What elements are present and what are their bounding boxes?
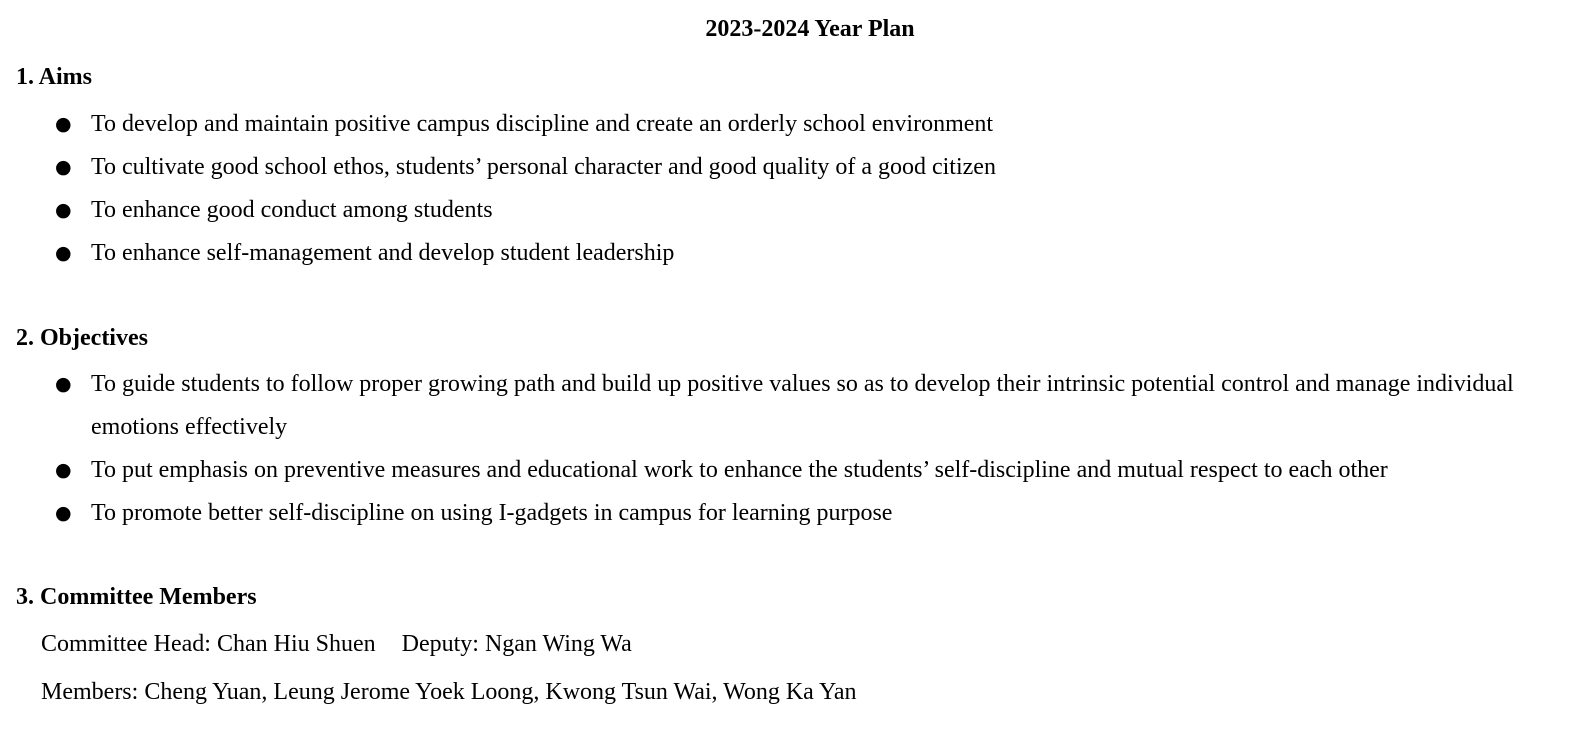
- bullet-icon: ●: [55, 199, 72, 221]
- document-title: 2023-2024 Year Plan: [705, 16, 915, 42]
- committee-leaders: [41, 629, 632, 659]
- bullet-icon: ●: [55, 373, 72, 395]
- committee-head: Committee Head: Chan Hiu Shuen: [41, 631, 376, 657]
- aims-list: [0, 103, 1588, 275]
- list-item: [0, 232, 1588, 275]
- aims-heading: 1. Aims: [16, 64, 93, 90]
- objectives-list: [0, 363, 1588, 535]
- bullet-icon: ●: [55, 502, 72, 524]
- objective-text: To guide students to follow proper growing path and build up positive values so as to develop their intrinsic potential control and manage individual emotions effectively: [91, 371, 1514, 440]
- list-item: [0, 103, 1588, 146]
- aim-text: To enhance self-management and develop student leadership: [91, 240, 675, 266]
- bullet-icon: ●: [55, 113, 72, 135]
- bullet-icon: ●: [55, 459, 72, 481]
- committee-heading: 3. Committee Members: [16, 584, 257, 610]
- bullet-icon: ●: [55, 242, 72, 264]
- objective-text: To promote better self-discipline on using I-gadgets in campus for learning purpose: [91, 500, 893, 526]
- committee-deputy: Deputy: Ngan Wing Wa: [401, 631, 632, 657]
- list-item: [0, 363, 1571, 449]
- aim-text: To develop and maintain positive campus discipline and create an orderly school environment: [91, 111, 994, 137]
- objectives-heading: 2. Objectives: [16, 325, 148, 351]
- bullet-icon: ●: [55, 156, 72, 178]
- aim-text: To enhance good conduct among students: [91, 197, 493, 223]
- list-item: [0, 189, 1588, 232]
- list-item: [0, 492, 1588, 535]
- aim-text: To cultivate good school ethos, students’ personal character and good quality of a good citizen: [91, 154, 996, 180]
- list-item: [0, 449, 1588, 492]
- list-item: [0, 146, 1588, 189]
- objective-text: To put emphasis on preventive measures and educational work to enhance the students’ self-discipline and mutual respect to each other: [91, 457, 1388, 483]
- committee-members: Members: Cheng Yuan, Leung Jerome Yoek Loong, Kwong Tsun Wai, Wong Ka Yan: [41, 679, 857, 705]
